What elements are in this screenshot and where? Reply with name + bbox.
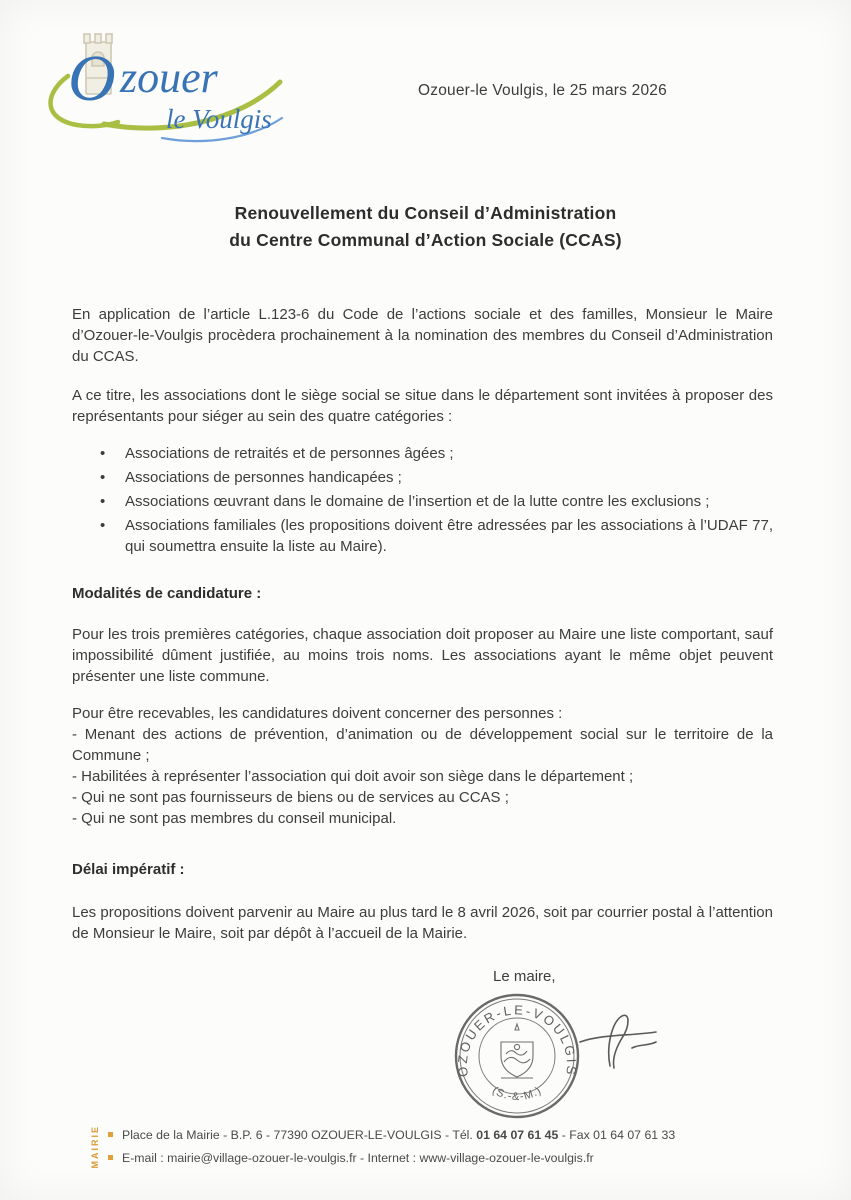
- bullet-item-label: Associations familiales (les propositions doivent être adressées par les associations à l’UDAF 77, qui soumettra ensuite la liste au Maire).: [125, 517, 773, 556]
- bullet-list: [72, 443, 773, 557]
- footer-internet-label: - Internet :: [356, 1151, 420, 1165]
- dash-item: - Menant des actions de prévention, d’animation ou de développement social sur le territoire de la Commune ;: [72, 726, 773, 765]
- bullet-item: [72, 515, 773, 557]
- footer-phone: 01 64 07 61 45: [476, 1128, 559, 1142]
- stamp-crest-icon: [501, 1024, 533, 1078]
- document-title: [60, 200, 791, 254]
- town-logo-icon: [34, 14, 296, 152]
- paragraph-conditions-intro: Pour être recevables, les candidatures doivent concerner des personnes :: [72, 705, 563, 723]
- signature-mark-icon: [572, 1008, 662, 1078]
- dash-item: - Qui ne sont pas fournisseurs de biens ou de services au CCAS ;: [72, 789, 509, 807]
- footer-email-address: mairie@village-ozouer-le-voulgis.fr: [167, 1151, 357, 1165]
- bullet-dot-icon: •: [100, 469, 106, 487]
- document-title-line2: du Centre Communal d’Action Sociale (CCAS): [229, 230, 622, 251]
- letter-header: [0, 0, 851, 168]
- footer-bullet-icon: [108, 1155, 113, 1160]
- bullet-dot-icon: •: [100, 517, 106, 535]
- footer-address-text: Place de la Mairie - B.P. 6 - 77390 OZOUER-LE-VOULGIS - Tél.: [122, 1128, 477, 1142]
- footer-bullet-icon: [108, 1132, 113, 1137]
- conditions-block: [72, 703, 773, 829]
- bullet-item: [72, 467, 773, 488]
- stamp-text-top: OZOUER-LE-VOULGIS: [454, 1002, 580, 1078]
- svg-text:(S.-&-M.): [490, 1085, 544, 1104]
- stamp-text-bottom: (S.-&-M.): [490, 1084, 544, 1104]
- section-heading-modalites: Modalités de candidature :: [72, 585, 262, 603]
- footer: [108, 1128, 801, 1174]
- bullet-item-label: Associations œuvrant dans le domaine de l’insertion et de la lutte contre les exclusions ;: [125, 493, 710, 511]
- footer-fax: - Fax 01 64 07 61 33: [558, 1128, 676, 1142]
- footer-contact-line: [108, 1151, 801, 1165]
- footer-website: www-village-ozouer-le-voulgis.fr: [419, 1151, 594, 1165]
- paragraph-delai: Les propositions doivent parvenir au Maire au plus tard le 8 avril 2026, soit par courrier postal à l’attention de Monsieur le Maire, soit par dépôt à l’accueil de la Mairie.: [72, 904, 773, 943]
- dash-item: - Habilitées à représenter l’association qui doit avoir son siège dans le département ;: [72, 768, 634, 786]
- mayor-stamp: [443, 986, 593, 1128]
- logo-word: zouer: [120, 53, 218, 102]
- footer-email-label: E-mail :: [122, 1151, 168, 1165]
- document-title-line1: Renouvellement du Conseil d’Administration: [234, 203, 617, 223]
- bullet-item-label: Associations de personnes handicapées ;: [125, 469, 402, 487]
- logo-initial: O: [68, 42, 116, 115]
- section-heading-delai: Délai impératif :: [72, 861, 185, 879]
- paragraph-modalites: Pour les trois premières catégories, chaque association doit proposer au Maire une liste comportant, sauf impossibilité dûment justifiée, au moins trois noms. Les associations ayant le même objet peuvent présenter une liste commune.: [72, 626, 773, 686]
- footer-address-line: [108, 1128, 801, 1142]
- logo-subtitle: le Voulgis: [166, 104, 272, 134]
- bullet-dot-icon: •: [100, 493, 106, 511]
- bullet-item: [72, 443, 773, 464]
- dash-item: - Qui ne sont pas membres du conseil municipal.: [72, 810, 397, 828]
- bullet-item: [72, 491, 773, 512]
- date-line: Ozouer-le Voulgis, le 25 mars 2026: [418, 82, 667, 99]
- signature-label: Le maire,: [493, 968, 556, 985]
- paragraph-intro: En application de l’article L.123-6 du Code de l’actions sociale et des familles, Monsieur le Maire d’Ozouer-le-Voulgis procèdera prochainement à la nomination des membres du Conseil d’Administration du CCAS.: [72, 306, 773, 366]
- mairie-vertical-label: MAIRIE: [90, 1124, 100, 1168]
- paragraph-categories-intro: A ce titre, les associations dont le siège social se situe dans le département sont invitées à proposer des représentants pour siéger au sein des quatre catégories :: [72, 387, 773, 426]
- bullet-item-label: Associations de retraités et de personnes âgées ;: [125, 445, 454, 463]
- bullet-dot-icon: •: [100, 445, 106, 463]
- letter-body: [0, 304, 851, 944]
